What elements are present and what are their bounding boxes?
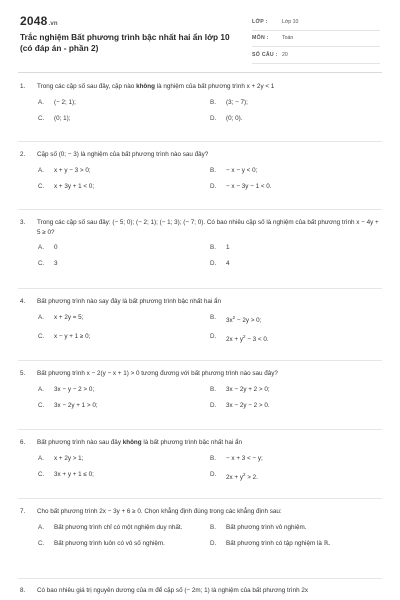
answer-option-d[interactable] [210,333,382,344]
question-divider [18,288,382,289]
option-letter: C. [38,470,45,478]
option-text: $2x + y^2 - 3 < 0$. [226,333,269,343]
question-7 [20,507,382,556]
option-letter: A. [38,523,44,531]
option-text: 4 [226,260,230,267]
question-5 [20,369,382,418]
question-number: 5. [20,370,26,377]
answer-option-a[interactable] [38,99,210,107]
option-text: 1 [226,244,230,251]
emphasis-text: không [136,83,155,90]
option-letter: D. [210,114,217,122]
question-number: 4. [20,298,26,305]
option-letter: A. [38,98,44,106]
option-text: (0; 1); [54,114,71,122]
option-text: Bất phương trình chỉ có một nghiệm duy nhất. [54,523,183,531]
answer-options [20,386,382,418]
option-letter: B. [210,313,216,321]
meta-row-subject [252,31,380,48]
emphasis-text: không [122,439,142,446]
answer-options [20,167,382,199]
option-letter: B. [210,98,216,106]
answer-option-b[interactable] [210,314,382,325]
option-letter: B. [210,385,216,393]
option-text: − x − y < 0; [226,166,258,174]
option-text: 3x − 2y + 2 > 0; [226,385,270,393]
header-divider [18,72,382,73]
answer-option-c[interactable] [38,540,210,548]
answer-option-c[interactable] [38,471,210,482]
document-title: Trắc nghiệm Bất phương trình bậc nhất hai ẩn lớp 10 (có đáp án - phần 2) [20,32,230,53]
option-text: Bất phương trình vô nghiệm. [226,523,307,531]
question-8 [20,586,382,596]
meta-value: 20 [282,51,288,58]
question-stem [20,82,382,92]
answer-option-c[interactable] [38,402,210,410]
option-letter: C. [38,182,45,190]
answer-option-d[interactable] [210,540,382,548]
meta-value: Lớp 10 [282,18,299,25]
question-divider [18,498,382,499]
answer-option-b[interactable] [210,386,382,394]
question-stem [20,586,382,596]
option-letter: B. [210,166,216,174]
answer-option-b[interactable] [210,244,382,252]
question-text: Bất phương trình x − 2(y − x + 1) > 0 tương đương với bất phương trình nào sau đây? [37,370,278,377]
answer-option-b[interactable] [210,99,382,107]
question-stem [20,507,382,517]
option-text: 3x − y − 2 > 0; [54,385,95,393]
answer-option-a[interactable] [38,386,210,394]
meta-key: SỐ CÂU : [252,51,278,58]
option-text: (0; 0). [226,114,243,122]
question-divider [18,578,382,579]
answer-option-b[interactable] [210,167,382,175]
option-text: 3 [54,260,58,267]
question-stem [20,369,382,379]
option-text: (− 2; 1); [54,98,76,106]
option-text: Bất phương trình luôn có vô số nghiệm. [54,539,165,547]
answer-option-c[interactable] [38,260,210,268]
answer-option-d[interactable] [210,183,382,191]
question-4 [20,297,382,352]
option-text: x + 2y = 5; [54,313,84,321]
question-text: Cặp số (0; − 3) là nghiệm của bất phương trình nào sau đây? [37,151,209,158]
answer-option-a[interactable] [38,455,210,463]
answer-option-a[interactable] [38,524,210,532]
question-number: 3. [20,219,26,226]
answer-option-d[interactable] [210,260,382,268]
option-text: $2x + y^2 > 2$. [226,471,258,481]
option-letter: D. [210,401,217,409]
option-letter: B. [210,523,216,531]
option-text: x + y − 3 > 0; [54,166,91,174]
answer-options [20,244,382,276]
answer-option-d[interactable] [210,115,382,123]
answer-options [20,455,382,490]
meta-row-class [252,14,380,31]
option-text: 3x − 2y + 1 > 0; [54,401,98,409]
answer-option-d[interactable] [210,471,382,482]
question-2 [20,150,382,199]
question-number: 6. [20,439,26,446]
answer-options [20,524,382,556]
option-text: $3x^2 - 2y > 0$; [226,314,262,324]
answer-option-b[interactable] [210,524,382,532]
question-divider [18,429,382,430]
superscript: 2 [232,314,236,320]
question-text: Trong các cặp số sau đây, cặp nào không là nghiệm của bất phương trình x + 2y < 1 [37,83,275,90]
superscript: 2 [242,333,246,339]
option-letter: B. [210,244,216,251]
question-stem [20,150,382,160]
meta-table [252,14,380,64]
option-text: Bất phương trình có tập nghiệm là ℝ. [226,539,331,547]
question-divider [18,360,382,361]
question-number: 8. [20,587,26,594]
meta-row-count [252,47,380,64]
logo-text: 2048 [20,14,48,28]
option-letter: C. [38,332,45,340]
question-3 [20,218,382,276]
answer-options [20,99,382,131]
option-letter: C. [38,114,45,122]
question-text: Trong các cặp số sau đây: (− 5; 0); (− 2; 1); (− 1; 3); (− 7; 0). Có bao nhiêu cặp số là nghiệm của bất phương trình x − 4y + 5 ≥ 0? [37,219,379,236]
question-text: Bất phương trình nào sau đây không là bất phương trình bậc nhất hai ẩn [37,439,243,446]
answer-options [20,314,382,352]
option-letter: D. [210,539,217,547]
answer-option-c[interactable] [38,333,210,344]
meta-key: MÔN : [252,35,269,42]
question-divider [18,209,382,210]
option-text: x + 3y + 1 < 0; [54,182,95,190]
question-divider [18,141,382,142]
option-text: − x − 3y − 1 < 0. [226,182,272,190]
option-text: 3x − 2y − 2 > 0. [226,401,270,409]
option-letter: B. [210,454,216,462]
option-text: 3x + y + 1 ≤ 0; [54,470,94,478]
question-stem [20,438,382,448]
answer-option-c[interactable] [38,183,210,191]
logo-suffix: .vn [48,21,58,27]
option-letter: A. [38,454,44,462]
option-letter: A. [38,244,44,251]
option-letter: D. [210,332,217,340]
question-text: Có bao nhiêu giá trị nguyên dương của m để cặp số (− 2m; 1) là nghiệm của bất phương trình 2x [37,587,308,594]
superscript: 2 [242,471,246,477]
question-stem [20,218,382,237]
option-letter: D. [210,470,217,478]
answer-option-d[interactable] [210,402,382,410]
answer-option-c[interactable] [38,115,210,123]
option-letter: C. [38,260,45,267]
question-number: 1. [20,83,26,90]
question-text: Cho bất phương trình 2x − 3y + 6 ≥ 0. Chọn khẳng định đúng trong các khẳng định sau: [37,508,282,515]
option-text: (3; − 7); [226,98,248,106]
meta-key: LỚP : [252,18,268,25]
option-text: − x + 3 < − y; [226,454,263,462]
option-text: 0 [54,244,58,251]
option-letter: A. [38,166,44,174]
question-6 [20,438,382,490]
answer-option-a[interactable] [38,244,210,252]
option-letter: C. [38,401,45,409]
option-letter: C. [38,539,45,547]
answer-option-a[interactable] [38,314,210,325]
site-logo[interactable] [20,14,58,28]
option-text: x + 2y > 1; [54,454,84,462]
answer-option-b[interactable] [210,455,382,463]
question-text: Bất phương trình nào say đây là bất phương trình bậc nhất hai ẩn [37,298,222,305]
option-letter: D. [210,260,217,267]
question-number: 2. [20,151,26,158]
option-letter: A. [38,385,44,393]
option-letter: D. [210,182,217,190]
answer-option-a[interactable] [38,167,210,175]
option-letter: A. [38,313,44,321]
option-text: x − y + 1 ≥ 0; [54,332,91,340]
meta-value: Toán [282,35,294,42]
question-stem [20,297,382,307]
question-number: 7. [20,508,26,515]
question-1 [20,82,382,131]
